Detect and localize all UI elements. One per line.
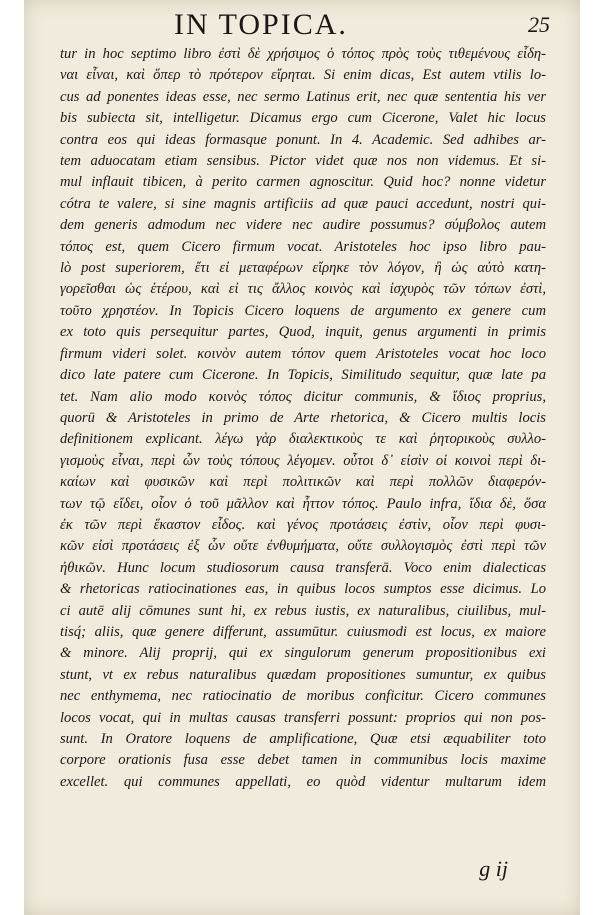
text-line: tisq́; aliis, quæ genere differunt, assumūtur. cuiusmodi est locus, ex maiore [60, 623, 546, 640]
page-header [24, 6, 580, 42]
text-line: tet. Nam alio modo κοινὸς τόπος dicitur communis, & ἴδιος proprius, [60, 388, 546, 405]
main-text-block [60, 44, 546, 793]
text-line: ἠθικῶν. Hunc locum studiosorum causa transferā. Voco enim dialecticas [60, 559, 546, 576]
text-line: & rhetoricas ratiocinationes eas, in quibus locos sumptos esse dicimus. Lo [60, 581, 546, 598]
text-line: definitionem explicant. λέγω γὰρ διαλεκτικοὺς τε καὶ ῥητορικοὺς συλλο- [60, 431, 546, 448]
text-line: & minore. Alij proprij, qui ex singulorum generum propositionibus exi [60, 645, 546, 662]
text-line: locos vocat, qui in multas causas transferri possunt: proprios qui non pos- [60, 709, 546, 726]
signature-mark: g ij [479, 856, 508, 881]
text-line: lò post superiorem, ἔτι εἰ μεταφέρων εἴρηκε τὸν λόγον, ἢ ὡς αὐτὸ κατη- [60, 260, 546, 277]
text-line: nec enthymema, nec ratiocinatio de moribus conficitur. Cicero communes [60, 688, 546, 705]
text-line: ἐκ τῶν περὶ ἕκαστον εἶδος. καὶ γένος προτάσεις ἐστὶν, οἷον περὶ φυσι- [60, 516, 546, 533]
text-line: dem generis admodum nec videre nec audire possumus? σύμβολος autem [60, 217, 546, 234]
text-line: γορεῖσθαι ὡς ἑτέρου, καὶ εἰ τις ἄλλος κοινὸς καὶ ἰσχυρὸς τῶν τόπων ἐστὶ, [60, 281, 546, 298]
text-line: stunt, vt ex rebus naturalibus quædam propositiones sumuntur, ex quibus [60, 666, 546, 683]
text-line: firmum videri solet. κοινὸν autem τόπον quem Aristoteles vocat hoc loco [60, 345, 546, 362]
text-line: γισμοὺς εἶναι, περὶ ὧν τοὺς τόπους λέγομεν. οὗτοι δ᾽ εἰσὶν οἱ κοινοὶ περὶ δι- [60, 452, 546, 469]
text-line: τόπος est, quem Cicero firmum vocat. Aristoteles hoc ipso libro pau- [60, 238, 546, 255]
text-line: των τῷ εἴδει, οἷον ὁ τοῦ μᾶλλον καὶ ἧττον τόπος. Paulo infra, ἴδια δὲ, ὅσα [60, 495, 546, 512]
text-line: καίων καὶ φυσικῶν καὶ περὶ πολιτικῶν καὶ περὶ πολλῶν διαφερόν- [60, 474, 546, 491]
running-title: IN TOPICA. [174, 8, 348, 41]
text-line: τοῦτο χρηστέον. In Topicis Cicero loquens de argumento ex genere cum [60, 302, 546, 319]
text-line: mul inflauit tibicen, à perito carmen agnoscitur. Quid hoc? nonne videtur [60, 174, 546, 191]
text-line: excellet. qui communes appellati, eo quòd videntur multarum idem [60, 773, 546, 790]
text-line: contra eos qui ideas formasque ponunt. In 4. Academic. Sed adhibes ar- [60, 131, 546, 148]
book-page [24, 0, 580, 915]
text-line: tur in hoc septimo libro ἐστὶ δὲ χρήσιμος ὁ τόπος πρὸς τοὺς τιθεμένους εἶδη- [60, 46, 546, 62]
text-line: corpore orationis fusa esse debet tamen in communibus locis maxime [60, 752, 546, 769]
text-line: ci autē alij cōmunes sunt hi, ex rebus iustis, ex naturalibus, ciuilibus, mul- [60, 602, 546, 619]
text-line: cus ad ponentes ideas esse, nec sermo Latinus erit, nec quæ sententia his ver [60, 88, 546, 105]
text-line: κῶν εἰσὶ προτάσεις ἐξ ὧν οὔτε ἐνθυμήματα, οὔτε συλλογισμὸς ἐστὶ περὶ τῶν [60, 538, 546, 555]
text-line: bis subiecta sit, intelligetur. Dicamus ergo cum Cicerone, Valet hic locus [60, 110, 546, 127]
text-line: dico late patere cum Cicerone. In Topicis, Similitudo sequitur, quæ late pa [60, 367, 546, 384]
text-line: quorū & Aristoteles in primo de Arte rhetorica, & Cicero multis locis [60, 409, 546, 426]
text-line: cótra te valere, si sine magnis artificiis ad quæ pauci accedunt, nostri qui- [60, 195, 546, 212]
text-line: sunt. In Oratore loquens de amplificatione, Quæ etsi æquabiliter toto [60, 731, 546, 747]
text-line: ναι εἶναι, καὶ ὅπερ τὸ πρότερον εἴρηται. Si enim dicas, Est autem vtilis lo- [60, 67, 546, 84]
text-line: ex toto quis persequitur partes, Quod, inquit, genus argumenti in primis [60, 324, 546, 341]
page-number: 25 [528, 12, 550, 37]
text-line: tem aduocatam etiam sensibus. Pictor videt quæ nos non videmus. Et si- [60, 153, 546, 170]
